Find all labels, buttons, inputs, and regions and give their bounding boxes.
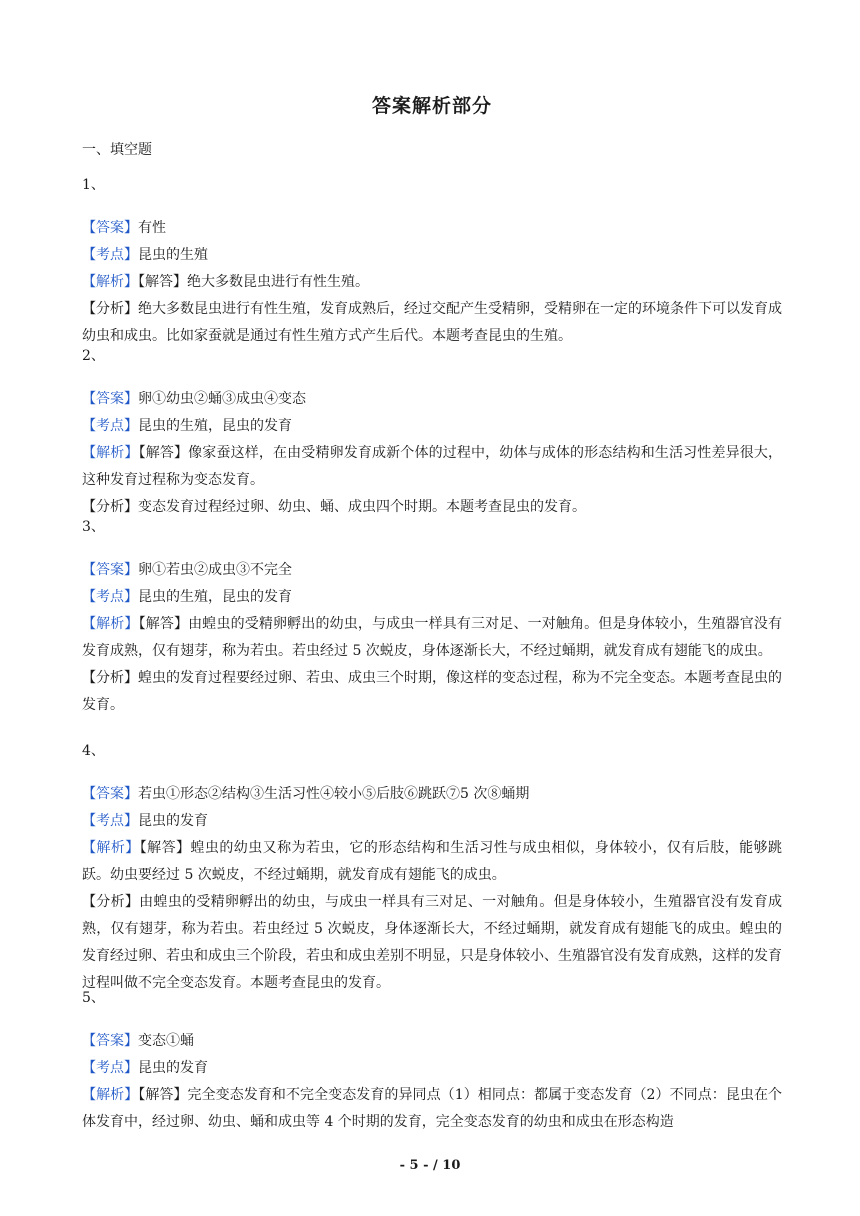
analysis-tag: 【解析】 xyxy=(82,616,139,632)
solve-tag: 【解答】 xyxy=(139,840,191,856)
answer-tag: 【答案】 xyxy=(82,786,138,802)
point-text: 昆虫的生殖，昆虫的发育 xyxy=(138,589,292,605)
note-tag: 【分析】 xyxy=(82,499,138,515)
point-text: 昆虫的发育 xyxy=(138,813,208,829)
note-tag: 【分析】 xyxy=(82,301,138,317)
point-line xyxy=(82,242,782,269)
answer-text: 卵①若虫②成虫③不完全 xyxy=(138,562,292,578)
point-tag: 【考点】 xyxy=(82,589,138,605)
answer-line xyxy=(82,557,782,584)
answer-text: 卵①幼虫②蛹③成虫④变态 xyxy=(138,391,306,407)
question-2 xyxy=(82,343,782,521)
note-line xyxy=(82,665,782,719)
question-4 xyxy=(82,738,782,997)
solve-text: 由蝗虫的受精卵孵出的幼虫，与成虫一样具有三对足、一对触角。但是身体较小，生殖器官没有发育成熟，仅有翅芽，称为若虫。若虫经过 5 次蜕皮，身体逐渐长大，不经过蛹期，就发育成有翅能飞的成虫。 xyxy=(82,616,783,659)
analysis-line xyxy=(82,269,782,296)
analysis-line xyxy=(82,611,782,665)
answer-tag: 【答案】 xyxy=(82,1033,138,1049)
point-line xyxy=(82,584,782,611)
note-text: 由蝗虫的受精卵孵出的幼虫，与成虫一样具有三对足、一对触角。但是身体较小，生殖器官没有发育成熟，仅有翅芽，称为若虫。若虫经过 5 次蜕皮，身体逐渐长大，不经过蛹期，就发育成有翅能飞的成虫。蝗虫的发育经过卵、若虫和成虫三个阶段，若虫和成虫差别不明显，只是身体较小、生殖器官没有发育成熟，这样的发育过程叫做不完全变态发育。本题考查昆虫的发育。 xyxy=(82,894,783,991)
answer-line xyxy=(82,386,782,413)
analysis-line xyxy=(82,440,782,494)
answer-line xyxy=(82,781,782,808)
answer-text: 有性 xyxy=(138,220,166,236)
analysis-line xyxy=(82,835,782,889)
note-line xyxy=(82,296,782,350)
point-line xyxy=(82,413,782,440)
answer-line xyxy=(82,215,782,242)
note-line xyxy=(82,889,782,997)
note-tag: 【分析】 xyxy=(82,894,140,910)
question-5 xyxy=(82,985,782,1136)
solve-tag: 【解答】 xyxy=(138,616,189,632)
solve-text: 绝大多数昆虫进行有性生殖。 xyxy=(187,274,369,290)
note-tag: 【分析】 xyxy=(82,670,138,686)
section-heading: 一、填空题 xyxy=(82,142,152,158)
point-text: 昆虫的发育 xyxy=(138,1060,208,1076)
point-tag: 【考点】 xyxy=(82,813,138,829)
point-line xyxy=(82,1055,782,1082)
solve-text: 蝗虫的幼虫又称为若虫，它的形态结构和生活习性与成虫相似，身体较小，仅有后肢，能够跳跃。幼虫要经过 5 次蜕皮，不经过蛹期，就发育成有翅能飞的成虫。 xyxy=(82,840,782,883)
answer-text: 若虫①形态②结构③生活习性④较小⑤后肢⑥跳跃⑦5 次⑧蛹期 xyxy=(138,786,530,802)
analysis-line xyxy=(82,1082,782,1136)
point-tag: 【考点】 xyxy=(82,247,138,263)
question-number: 5、 xyxy=(82,990,105,1006)
question-number: 1、 xyxy=(82,177,105,193)
question-number: 3、 xyxy=(82,519,105,535)
answer-tag: 【答案】 xyxy=(82,562,138,578)
solve-tag: 【解答】 xyxy=(138,445,189,461)
analysis-tag: 【解析】 xyxy=(82,840,140,856)
note-text: 绝大多数昆虫进行有性生殖，发育成熟后，经过交配产生受精卵，受精卵在一定的环境条件下可以发育成幼虫和成虫。比如家蚕就是通过有性生殖方式产生后代。本题考查昆虫的生殖。 xyxy=(82,301,782,344)
point-tag: 【考点】 xyxy=(82,418,138,434)
point-line xyxy=(82,808,782,835)
page-number: - 5 - / 10 xyxy=(399,1158,461,1173)
page-title: 答案解析部分 xyxy=(371,95,492,117)
point-text: 昆虫的生殖 xyxy=(138,247,208,263)
answer-text: 变态①蛹 xyxy=(138,1033,194,1049)
note-text: 变态发育过程经过卵、幼虫、蛹、成虫四个时期。本题考查昆虫的发育。 xyxy=(138,499,586,515)
note-text: 蝗虫的发育过程要经过卵、若虫、成虫三个时期，像这样的变态过程，称为不完全变态。本题考查昆虫的发育。 xyxy=(82,670,782,713)
answer-line xyxy=(82,1028,782,1055)
solve-text: 完全变态发育和不完全变态发育的异同点（1）相同点：都属于变态发育（2）不同点：昆虫在个体发育中，经过卵、幼虫、蛹和成虫等 4 个时期的发育，完全变态发育的幼虫和成虫在形态构造 xyxy=(82,1087,783,1130)
question-number: 4、 xyxy=(82,743,105,759)
solve-tag: 【解答】 xyxy=(138,1087,188,1103)
point-text: 昆虫的生殖，昆虫的发育 xyxy=(138,418,292,434)
answer-tag: 【答案】 xyxy=(82,391,138,407)
question-1 xyxy=(82,172,782,350)
solve-tag: 【解答】 xyxy=(138,274,187,290)
point-tag: 【考点】 xyxy=(82,1060,138,1076)
question-3 xyxy=(82,514,782,719)
solve-text: 像家蚕这样，在由受精卵发育成新个体的过程中，幼体与成体的形态结构和生活习性差异很大，这种发育过程称为变态发育。 xyxy=(82,445,783,488)
answer-tag: 【答案】 xyxy=(82,220,138,236)
analysis-tag: 【解析】 xyxy=(82,274,138,290)
question-number: 2、 xyxy=(82,348,105,364)
analysis-tag: 【解析】 xyxy=(82,1087,139,1103)
analysis-tag: 【解析】 xyxy=(82,445,139,461)
